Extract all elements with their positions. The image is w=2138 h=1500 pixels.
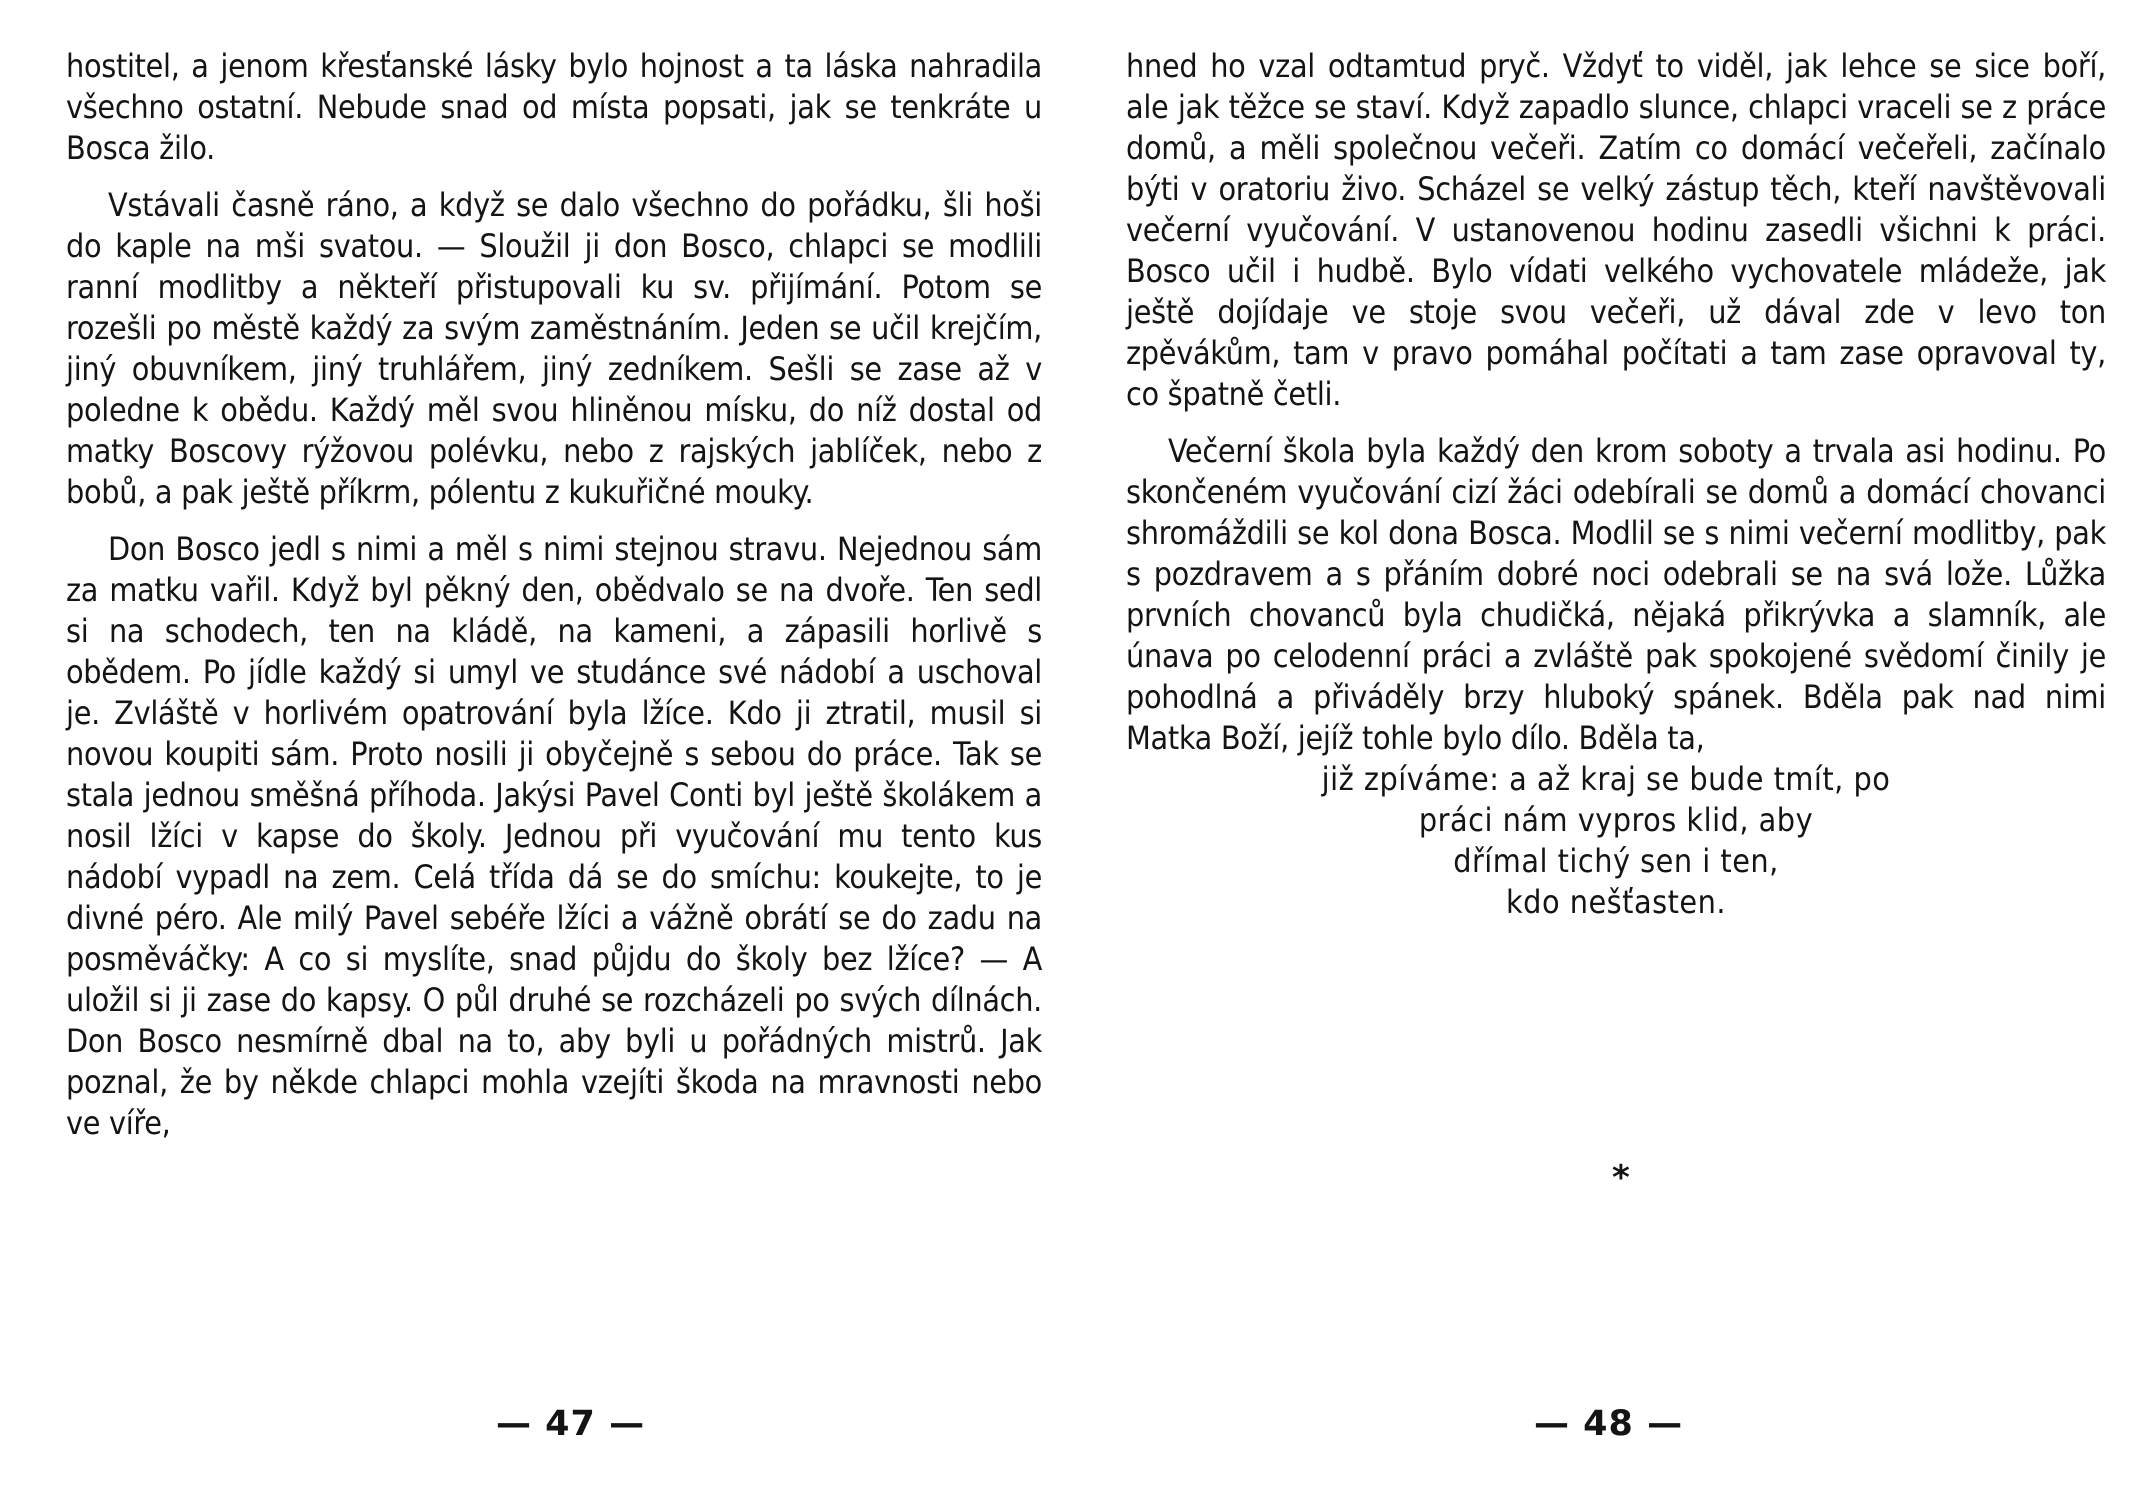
verse-line-3: dřímal tichý sen i ten, — [1453, 842, 1779, 880]
verse-line-1: již zpíváme: a až kraj se bude tmít, po — [1321, 760, 1891, 798]
page-number-right: — 48 — — [1534, 1404, 1684, 1444]
verse-line-4: kdo nešťasten. — [1506, 883, 1726, 921]
left-paragraph-3: Don Bosco jedl s nimi a měl s nimi stejnou stravu. Nejednou sám za matku vařil. Když byl pěkný den, obědvalo se na dvoře. Ten sedl si na schodech, ten na kládě, na kameni, a zápasili horlivě s obědem. Po jídle každý si umyl ve studánce své nádobí a uschoval je. Zvláště v horlivém opatrování byla lžíce. Kdo ji ztratil, musil si novou koupiti sám. Proto nosili ji obyčejně s sebou do práce. Tak se stala jednou směšná příhoda. Jakýsi Pavel Conti byl ještě školákem a nosil lžíci v kapse do školy. Jednou při vyučování mu tento kus nádobí vypadl na zem. Celá třída dá se do smíchu: koukejte, to je divné péro. Ale milý Pavel sebéře lžíci a vážně obrátí se do zadu na posměváčky: A co si myslíte, snad půjdu do školy bez lžíce? — A uložil si ji zase do kapsy. O půl druhé se rozcházeli po svých dílnách. Don Bosco nesmírně dbal na to, aby byli u pořádných mistrů. Jak poznal, že by někde chlapci mohla vzejíti škoda na mravnosti nebo ve víře, — [66, 530, 1042, 1142]
left-paragraph-1: hostitel, a jenom křesťanské lásky bylo hojnost a ta láska nahradila všechno ostatní. Nebude snad od místa popsati, jak se tenkráte u Bosca žilo. — [66, 47, 1042, 167]
right-page — [1126, 46, 2106, 923]
left-page — [66, 46, 1042, 1160]
right-paragraph-2: Večerní škola byla každý den krom soboty a trvala asi hodinu. Po skončeném vyučování cizí žáci odebírali se domů a domácí chovanci shromáždili se kol dona Bosca. Modlil se s nimi večerní modlitby, pak s pozdravem a s přáním dobré noci odebrali se na svá lože. Lůžka prvních chovanců byla chudičká, nějaká přikrývka a slamník, ale únava po celodenní práci a zvláště pak spokojené svědomí činily je pohodlná a přiváděly brzy hluboký spánek. Bděla pak nad nimi Matka Boží, jejíž tohle bylo dílo. Bděla ta, — [1126, 432, 2106, 757]
left-paragraph-2: Vstávali časně ráno, a když se dalo všechno do pořádku, šli hoši do kaple na mši svatou. — Sloužil ji don Bosco, chlapci se modlili ranní modlitby a někteří přistupovali ku sv. přijímání. Potom se rozešli po městě každý za svým zaměstnáním. Jeden se učil krejčím, jiný obuvníkem, jiný truhlářem, jiný zedníkem. Sešli se zase až v poledne k obědu. Každý měl svou hliněnou mísku, do níž dostal od matky Boscovy rýžovou polévku, nebo z rajských jablíček, nebo z bobů, a pak ještě příkrm, pólentu z kukuřičné mouky. — [66, 186, 1042, 511]
page-number-left: — 47 — — [496, 1404, 646, 1444]
verse-line-2: práci nám vypros klid, aby — [1418, 801, 1814, 839]
verse-block — [1126, 759, 2106, 923]
right-paragraph-1: hned ho vzal odtamtud pryč. Vždyť to viděl, jak lehce se sice boří, ale jak těžce se staví. Když zapadlo slunce, chlapci vraceli se z práce domů, a měli společnou večeři. Zatím co domácí večeřeli, začínalo býti v oratoriu živo. Scházel se velký zástup těch, kteří navštěvovali večerní vyučování. V ustanovenou hodinu zasedli všichni k práci. Bosco učil i hudbě. Bylo vídati velkého vychovatele mládeže, jak ještě dojídaje ve stoje svou večeři, už dával zde v levo ton zpěvákům, tam v pravo pomáhal počítati a tam zase opravoval ty, co špatně četli. — [1126, 47, 2106, 413]
section-ornament: * — [1612, 1158, 1630, 1198]
